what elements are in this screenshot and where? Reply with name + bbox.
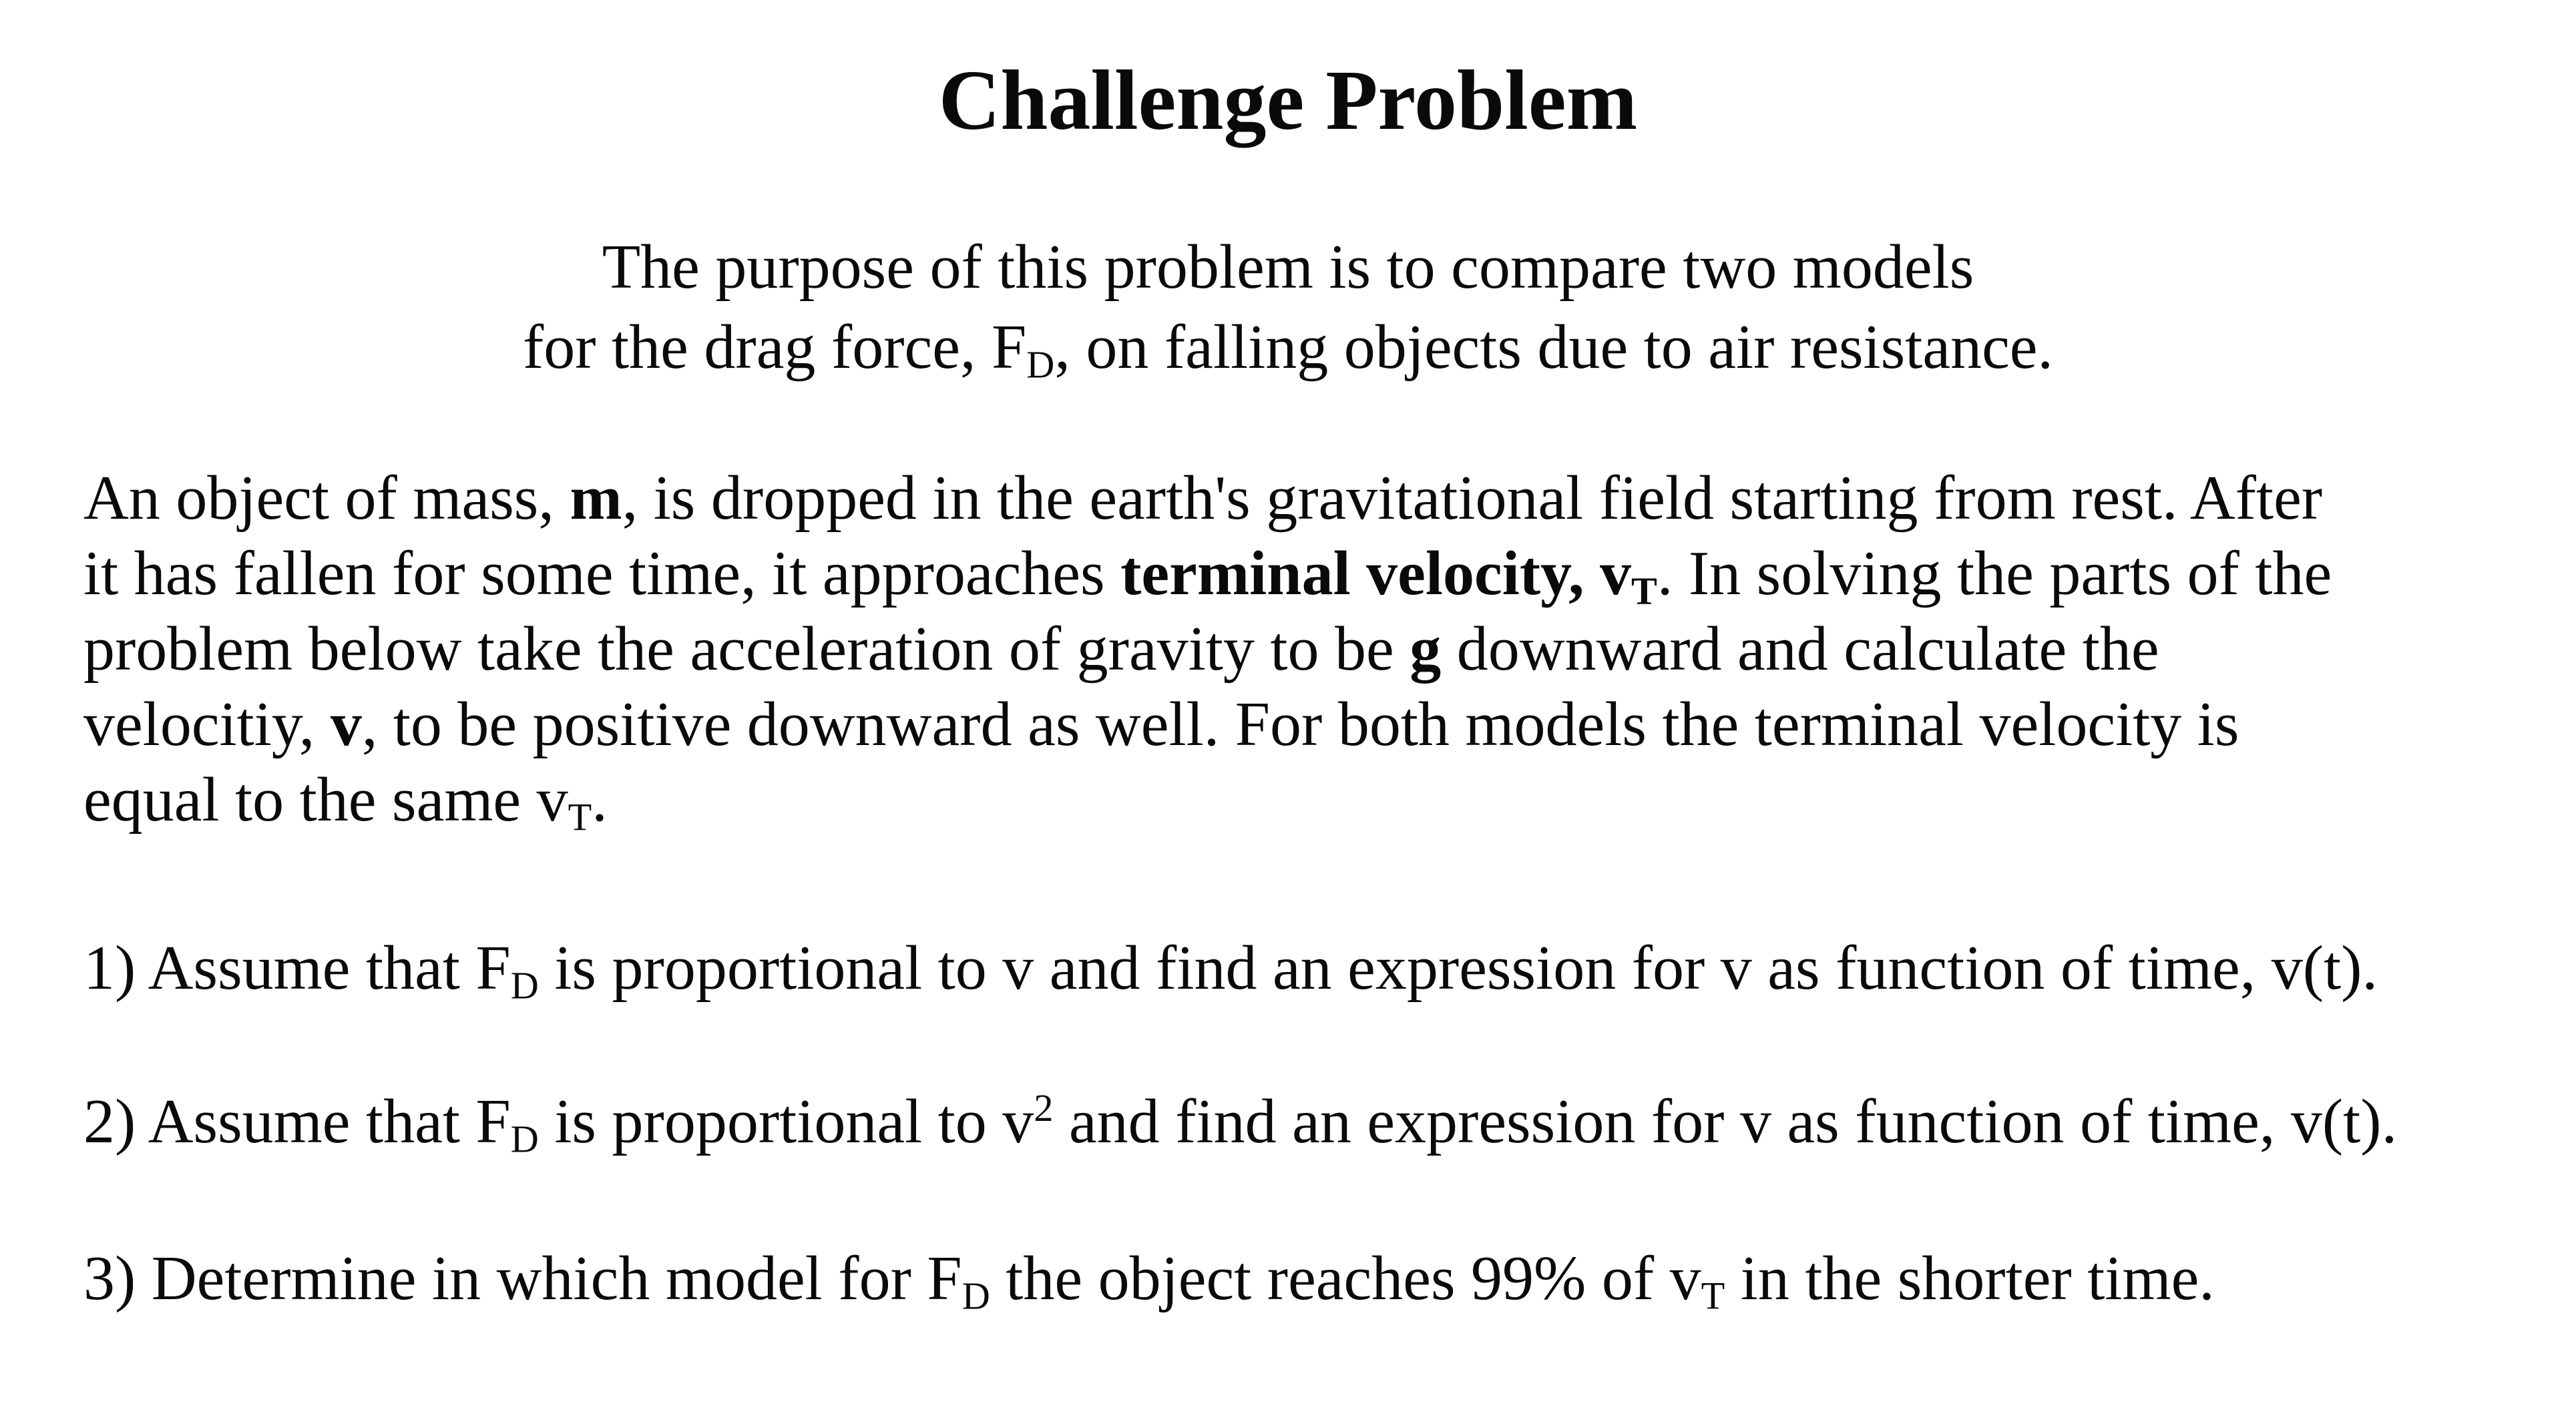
description-line-3 [83, 612, 2541, 687]
text-run: is proportional to v and find an expression for v as function of time, v(t). [538, 933, 2378, 1003]
question-1 [83, 928, 2567, 1008]
text-run: equal to the same v [83, 765, 568, 835]
description-line-2 [83, 536, 2541, 612]
description-line-5 [83, 762, 2541, 838]
text-run: velocitiy, [83, 690, 331, 759]
text-run: is proportional to v [538, 1087, 1034, 1156]
superscript-2: 2 [1034, 1086, 1054, 1130]
subscript-t: T [1631, 569, 1657, 613]
mass-symbol: m [570, 463, 622, 533]
velocity-symbol: v [330, 690, 362, 759]
subscript-d: D [510, 963, 539, 1007]
intro-line-2-end: , on falling objects due to air resistance. [1054, 312, 2054, 382]
description-line-4 [83, 687, 2541, 762]
text-run: terminal velocity, v [1120, 539, 1631, 608]
description-line-1 [83, 461, 2541, 536]
text-run: and find an expression for v as function of time, v(t). [1053, 1087, 2398, 1156]
subscript-t: T [568, 795, 592, 839]
text-run: the object reaches 99% of v [990, 1244, 1701, 1313]
intro-line-2-start: for the drag force, F [522, 312, 1027, 382]
text-run: it has fallen for some time, it approaches [83, 539, 1121, 608]
intro-line-2 [0, 307, 2576, 387]
text-run: in the shorter time. [1725, 1244, 2215, 1313]
page-title: Challenge Problem [938, 53, 1638, 148]
subscript-d: D [510, 1117, 539, 1161]
gravity-symbol: g [1410, 614, 1442, 684]
text-run: , is dropped in the earth's gravitational field starting from rest. After [622, 463, 2323, 533]
text-run: problem below take the acceleration of gravity to be [83, 614, 1410, 684]
intro-line-1: The purpose of this problem is to compare two models [602, 232, 1974, 302]
intro-text [0, 227, 2576, 387]
subscript-t: T [1701, 1274, 1725, 1318]
question-2 [83, 1082, 2567, 1162]
text-run: 2) Assume that F [83, 1087, 511, 1156]
text-run: An object of mass, [83, 463, 570, 533]
text-run: , to be positive downward as well. For both models the terminal velocity is [361, 690, 2239, 759]
text-run: . [592, 765, 608, 835]
problem-description [83, 461, 2541, 838]
text-run: downward and calculate the [1441, 614, 2159, 684]
question-3 [83, 1238, 2567, 1319]
text-run: 3) Determine in which model for F [83, 1244, 962, 1313]
terminal-velocity-term [1120, 539, 1657, 613]
text-run: . In solving the parts of the [1657, 539, 2332, 608]
text-run: 1) Assume that F [83, 933, 511, 1003]
subscript-d: D [961, 1274, 990, 1318]
subscript-d: D [1026, 342, 1055, 387]
